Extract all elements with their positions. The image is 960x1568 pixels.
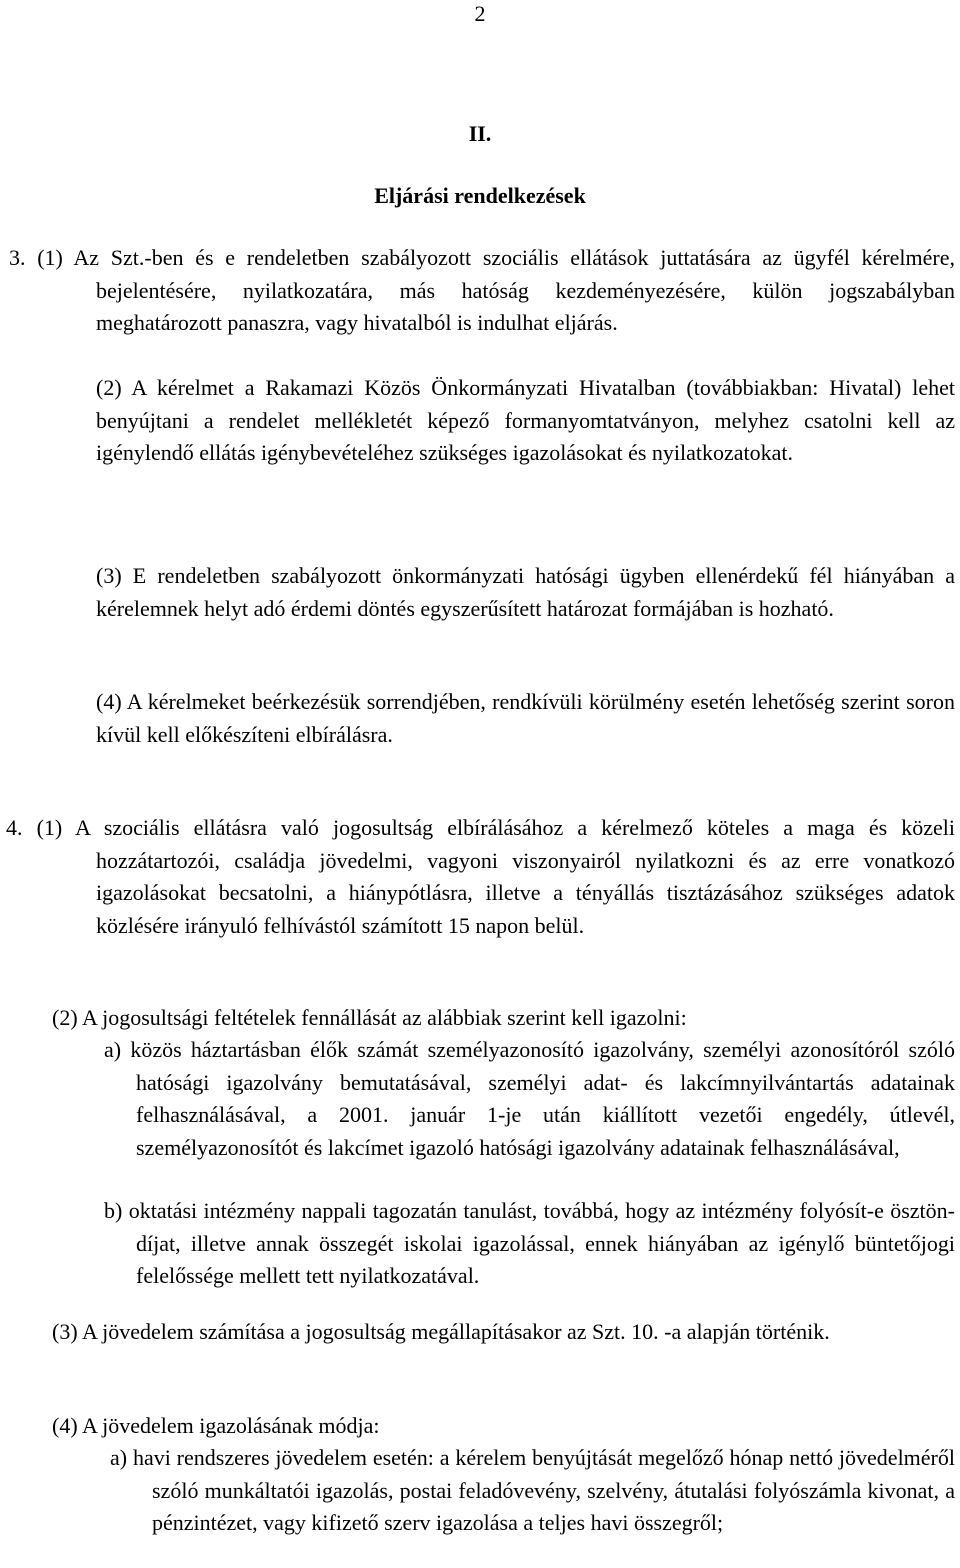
list-item-4-4-a: a) havi rendszeres jövedelem esetén: a kérelem benyújtását megelőző hónap nettó jövedelméről szóló munkáltatói igazolás, postai feladóvevény, szelvény, átutalási folyószámla kivonat, a pénzintézet, vagy kifizető szerv igazolása a teljes havi összegről; [110, 1445, 955, 1535]
paragraph-4-3: (3) A jövedelem számítása a jogosultság megállapításakor az Szt. 10. -a alapján történik. [52, 1319, 830, 1344]
paragraph-3-4: (4) A kérelmeket beérkezésük sorrendjében, rendkívüli körülmény esetén lehetőség szerint soron kívül kell előkészíteni elbírálásra. [96, 689, 955, 747]
page-number: 2 [474, 1, 486, 26]
paragraph-3-3: (3) E rendeletben szabályozott önkormányzati hatósági ügyben ellenérdekű fél hiányában a kérelemnek helyt adó érdemi döntés egyszerűsített határozat formájában is hozható. [96, 563, 955, 621]
paragraph-3-1: 3. (1) Az Szt.-ben és e rendeletben szabályozott szociális ellátások juttatására az ügyfél kérelmére, bejelentésére, nyilatkozatára, más hatóság kezdeményezésére, külön jogszabályban meghatározott panaszra, vagy hivatalból is indulhat eljárás. [9, 245, 955, 335]
list-item-4-2-a: a) közös háztartásban élők számát személyazonosító igazolvány, személyi azonosítóról szóló hatósági igazolvány bemutatásával, személyi adat- és lakcímnyilvántartás adatainak felhasználásával, a 2001. január 1-je után kiállított vezetői engedély, útlevél, személyazonosítót és lakcímet igazoló hatósági igazolvány adatainak felhasználásával, [104, 1037, 955, 1160]
section-number: II. [468, 121, 492, 146]
section-title: Eljárási rendelkezések [374, 183, 586, 208]
paragraph-4-2: (2) A jogosultsági feltételek fennállását az alábbiak szerint kell igazolni: [52, 1005, 687, 1030]
list-item-4-2-b: b) oktatási intézmény nappali tagozatán tanulást, továbbá, hogy az intézmény folyósít-e ösztön-díjat, illetve annak összegét iskolai igazolással, ennek hiányában az igénylő büntetőjogi felelőssége mellett tett nyilatkozatával. [104, 1198, 955, 1288]
paragraph-3-2: (2) A kérelmet a Rakamazi Közös Önkormányzati Hivatalban (továbbiakban: Hivatal) lehet benyújtani a rendelet mellékletét képező formanyomtatványon, melyhez csatolni kell az igénylendő ellátás igénybevételéhez szükséges igazolásokat és nyilatkozatokat. [96, 375, 955, 465]
paragraph-4-1: 4. (1) A szociális ellátásra való jogosultság elbírálásához a kérelmező köteles a maga és közeli hozzátartozói, családja jövedelmi, vagyoni viszonyairól nyilatkozni és az erre vonatkozó igazolásokat becsatolni, a hiánypótlásra, illetve a tényállás tisztázásához szükséges adatok közlésére irányuló felhívástól számított 15 napon belül. [6, 815, 955, 938]
paragraph-4-4: (4) A jövedelem igazolásának módja: [52, 1413, 380, 1438]
